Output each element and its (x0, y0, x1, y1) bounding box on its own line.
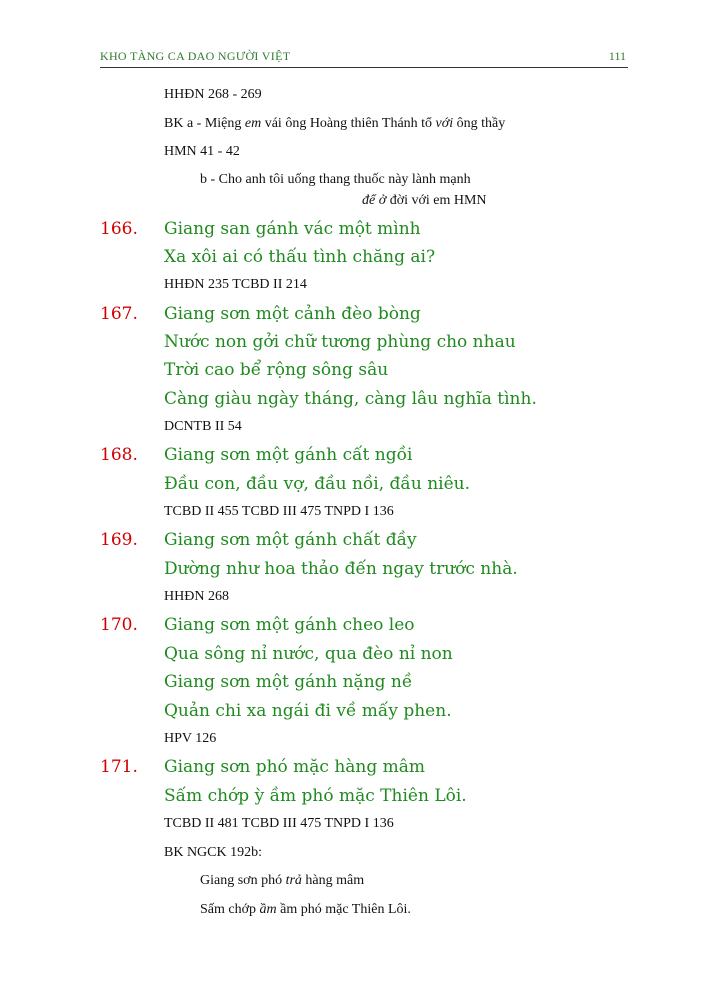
variant-a-line: BK a - Miệng em vái ông Hoàng thiên Thánh tổ với ông thầy (164, 116, 506, 131)
source-line: TCBD II 455 TCBD III 475 TNPD I 136 (164, 504, 394, 519)
verse-line: Giang sơn một gánh cheo leo (164, 615, 415, 635)
verse-line: Sấm chớp ỳ ầm phó mặc Thiên Lôi. (164, 786, 467, 806)
verse-line: Xa xôi ai có thấu tình chăng ai? (164, 247, 436, 267)
source-line: HHĐN 268 (164, 589, 229, 604)
entry-number: 169. (100, 530, 138, 550)
verse-line: Giang sơn một gánh chất đầy (164, 530, 417, 550)
source-line: HHĐN 235 TCBD II 214 (164, 277, 307, 292)
entry-number: 166. (100, 219, 138, 239)
entry-number: 167. (100, 304, 138, 324)
verse-line: Qua sông nỉ nước, qua đèo nỉ non (164, 644, 453, 664)
page-number: 111 (608, 49, 626, 63)
entry-number: 171. (100, 757, 138, 777)
source-line: HPV 126 (164, 731, 217, 746)
verse-line: Giang sơn một gánh cất ngồi (164, 445, 413, 465)
verse-line: Giang san gánh vác một mình (164, 219, 421, 239)
verse-line: Dường như hoa thảo đến ngay trước nhà. (164, 559, 518, 579)
source-line: HHĐN 268 - 269 (164, 87, 262, 102)
variant-b-line: b - Cho anh tôi uống thang thuốc này lành mạnh (200, 172, 471, 187)
verse-line: Trời cao bể rộng sông sâu (164, 360, 389, 380)
variant-b-note: để ở đời với em HMN (362, 193, 487, 208)
header-rule (100, 67, 628, 68)
verse-line: Nước non gởi chữ tương phùng cho nhau (164, 332, 516, 352)
verse-line: Giang sơn một gánh nặng nề (164, 672, 413, 692)
verse-line: Giang sơn phó mặc hàng mâm (164, 757, 426, 777)
source-line: HMN 41 - 42 (164, 144, 240, 159)
entry-number: 170. (100, 615, 138, 635)
entry-number: 168. (100, 445, 138, 465)
verse-line: Quản chi xa ngái đi về mấy phen. (164, 701, 452, 721)
verse-line: Giang sơn một cảnh đèo bòng (164, 304, 421, 324)
running-header-title: KHO TÀNG CA DAO NGƯỜI VIỆT (100, 49, 291, 63)
source-line: TCBD II 481 TCBD III 475 TNPD I 136 (164, 816, 394, 831)
variant-verse-line: Giang sơn phó trả hàng mâm (200, 873, 365, 888)
variant-verse-line: Sấm chớp ầm ầm phó mặc Thiên Lôi. (200, 902, 411, 917)
verse-line: Đầu con, đầu vợ, đầu nồi, đầu niêu. (164, 474, 470, 494)
source-line: DCNTB II 54 (164, 419, 242, 434)
verse-line: Càng giàu ngày tháng, càng lâu nghĩa tình. (164, 389, 537, 409)
variant-label: BK NGCK 192b: (164, 845, 263, 860)
